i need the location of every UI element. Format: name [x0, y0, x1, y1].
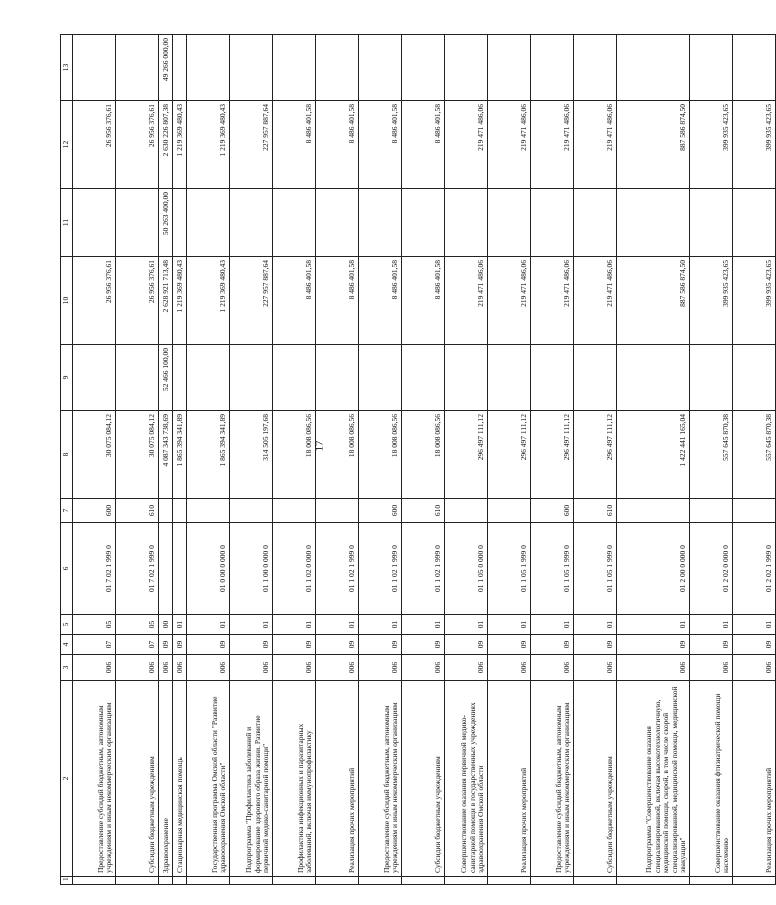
cell-index	[230, 877, 273, 885]
cell-c11	[488, 189, 531, 257]
cell-c8: 18 008 086,56	[402, 411, 445, 499]
cell-c4: 09	[230, 635, 273, 655]
cell-c13	[173, 35, 187, 101]
cell-c9	[116, 345, 159, 411]
cell-c12: 1 219 369 480,43	[187, 101, 230, 189]
cell-c5: 05	[73, 615, 116, 635]
cell-c10: 26 956 376,61	[73, 257, 116, 345]
cell-index	[617, 877, 690, 885]
cell-c6: 01 2 00 0 000 0	[617, 523, 690, 615]
cell-c7	[690, 499, 733, 523]
cell-c9	[574, 345, 617, 411]
cell-c12: 26 956 376,61	[73, 101, 116, 189]
header-cell: 4	[61, 635, 73, 655]
cell-index	[273, 877, 316, 885]
cell-name: Реализация прочих мероприятий	[733, 681, 776, 877]
cell-c4: 07	[73, 635, 116, 655]
cell-name: Совершенствование оказания первичной медико-санитарной помощи в государственных учреждениях здравоохранения Омской области	[445, 681, 488, 877]
cell-c3: 006	[116, 655, 159, 681]
cell-c12: 8 486 401,58	[402, 101, 445, 189]
header-cell: 8	[61, 411, 73, 499]
table-row	[690, 35, 733, 885]
cell-c8: 296 497 111,12	[574, 411, 617, 499]
header-cell: 11	[61, 189, 73, 257]
cell-name: Реализация прочих мероприятий	[488, 681, 531, 877]
cell-c11	[230, 189, 273, 257]
cell-c4: 07	[116, 635, 159, 655]
cell-c3: 006	[73, 655, 116, 681]
cell-c6: 01 0 00 0 000 0	[187, 523, 230, 615]
cell-c12: 219 471 486,06	[445, 101, 488, 189]
cell-c5: 01	[273, 615, 316, 635]
cell-c3: 006	[159, 655, 173, 681]
table-row	[531, 35, 574, 885]
cell-c11	[173, 189, 187, 257]
cell-c7: 600	[531, 499, 574, 523]
cell-c13	[230, 35, 273, 101]
cell-index	[402, 877, 445, 885]
cell-c13	[733, 35, 776, 101]
table-row	[574, 35, 617, 885]
cell-index	[159, 877, 173, 885]
cell-name: Предоставление субсидий бюджетным, автономным учреждениям и иным некоммерческим организациям	[73, 681, 116, 877]
cell-c5: 01	[531, 615, 574, 635]
cell-c11	[690, 189, 733, 257]
cell-c7: 610	[574, 499, 617, 523]
cell-c9	[316, 345, 359, 411]
table-row	[273, 35, 316, 885]
cell-c4: 09	[445, 635, 488, 655]
cell-c8: 1 865 394 341,89	[187, 411, 230, 499]
cell-c11	[273, 189, 316, 257]
cell-index	[316, 877, 359, 885]
cell-c12: 219 471 486,06	[574, 101, 617, 189]
table-row	[159, 35, 173, 885]
cell-index	[116, 877, 159, 885]
cell-c9	[359, 345, 402, 411]
cell-c12: 8 486 401,58	[316, 101, 359, 189]
cell-name: Подпрограмма "Совершенствование оказания специализированной, включая высокотехнологичную, медицинской помощи, скорой, в том числе скорой специализированной, медицинской помощи, медицинской эвакуации"	[617, 681, 690, 877]
table-row	[173, 35, 187, 885]
header-cell: 9	[61, 345, 73, 411]
cell-c12: 399 935 423,65	[690, 101, 733, 189]
cell-c13	[488, 35, 531, 101]
cell-c8: 1 422 441 165,04	[617, 411, 690, 499]
cell-c4: 09	[173, 635, 187, 655]
cell-c9	[531, 345, 574, 411]
cell-c8: 30 075 084,12	[116, 411, 159, 499]
cell-c10: 227 957 887,64	[230, 257, 273, 345]
cell-c11	[574, 189, 617, 257]
cell-c7	[173, 499, 187, 523]
table-row	[402, 35, 445, 885]
cell-c5: 01	[445, 615, 488, 635]
cell-c9	[617, 345, 690, 411]
cell-c7	[230, 499, 273, 523]
cell-c9	[488, 345, 531, 411]
cell-c4: 09	[690, 635, 733, 655]
cell-c13	[116, 35, 159, 101]
cell-name: Стационарная медицинская помощь	[173, 681, 187, 877]
header-cell: 2	[61, 681, 73, 877]
cell-c11	[73, 189, 116, 257]
cell-c9	[402, 345, 445, 411]
cell-c7	[159, 499, 173, 523]
cell-c4: 09	[574, 635, 617, 655]
cell-c7	[445, 499, 488, 523]
cell-c6: 01 1 00 0 000 0	[230, 523, 273, 615]
cell-c3: 006	[187, 655, 230, 681]
cell-c6: 01 1 05 0 000 0	[445, 523, 488, 615]
cell-c10: 8 486 401,58	[316, 257, 359, 345]
cell-index	[73, 877, 116, 885]
cell-c7: 610	[116, 499, 159, 523]
cell-name: Профилактика инфекционных и паразитарных заболеваний, включая иммунопрофилактику	[273, 681, 316, 877]
cell-c4: 09	[488, 635, 531, 655]
cell-c5: 00	[159, 615, 173, 635]
cell-c3: 006	[359, 655, 402, 681]
cell-c10: 2 628 921 713,48	[159, 257, 173, 345]
cell-c10: 1 219 369 480,43	[187, 257, 230, 345]
cell-c12: 2 630 226 807,38	[159, 101, 173, 189]
cell-c10: 219 471 486,06	[445, 257, 488, 345]
header-cell: 6	[61, 523, 73, 615]
cell-c9	[273, 345, 316, 411]
header-cell: 3	[61, 655, 73, 681]
cell-c4: 09	[187, 635, 230, 655]
table-row	[73, 35, 116, 885]
cell-c7: 600	[359, 499, 402, 523]
cell-c11	[359, 189, 402, 257]
cell-c9: 52 466 100,00	[159, 345, 173, 411]
cell-name: Предоставление субсидий бюджетным, автономным учреждениям и иным некоммерческим организациям	[359, 681, 402, 877]
cell-c6: 01 2 02 0 000 0	[690, 523, 733, 615]
cell-name: Субсидии бюджетным учреждениям	[116, 681, 159, 877]
table-row	[230, 35, 273, 885]
cell-c7	[617, 499, 690, 523]
cell-c6	[159, 523, 173, 615]
cell-c5: 01	[402, 615, 445, 635]
table-row	[187, 35, 230, 885]
cell-c11	[402, 189, 445, 257]
cell-c4: 09	[159, 635, 173, 655]
cell-index	[359, 877, 402, 885]
cell-name: Государственная программа Омской области "Развитие здравоохранения Омской области"	[187, 681, 230, 877]
cell-c10: 399 935 423,65	[690, 257, 733, 345]
cell-c3: 006	[690, 655, 733, 681]
cell-c5: 01	[574, 615, 617, 635]
cell-c5: 01	[617, 615, 690, 635]
cell-c11	[617, 189, 690, 257]
cell-c5: 01	[733, 615, 776, 635]
header-cell: 5	[61, 615, 73, 635]
cell-c12: 8 486 401,58	[359, 101, 402, 189]
cell-c5: 01	[173, 615, 187, 635]
cell-c10: 399 935 423,65	[733, 257, 776, 345]
budget-table-rotated	[60, 35, 774, 885]
cell-c4: 09	[617, 635, 690, 655]
table-body	[61, 35, 776, 885]
cell-name: Субсидии бюджетным учреждениям	[402, 681, 445, 877]
cell-c7	[187, 499, 230, 523]
cell-c4: 09	[733, 635, 776, 655]
cell-index	[187, 877, 230, 885]
cell-c4: 09	[402, 635, 445, 655]
cell-c6: 01 1 02 1 999 0	[359, 523, 402, 615]
cell-name: Совершенствование оказания фтизиатрической помощи населению	[690, 681, 733, 877]
cell-c3: 006	[273, 655, 316, 681]
cell-c10: 887 586 874,50	[617, 257, 690, 345]
header-cell: 1	[61, 877, 73, 885]
cell-c3: 006	[617, 655, 690, 681]
table-row	[733, 35, 776, 885]
cell-c13	[531, 35, 574, 101]
header-cell: 12	[61, 101, 73, 189]
cell-c5: 01	[230, 615, 273, 635]
cell-c6: 01 7 02 1 999 0	[73, 523, 116, 615]
cell-c6: 01 1 02 1 999 0	[316, 523, 359, 615]
page-number: 17	[313, 440, 326, 452]
header-cell: 7	[61, 499, 73, 523]
cell-index	[488, 877, 531, 885]
cell-c6: 01 7 02 1 999 0	[116, 523, 159, 615]
cell-c12: 227 957 887,64	[230, 101, 273, 189]
cell-c12: 399 935 423,65	[733, 101, 776, 189]
cell-c13	[359, 35, 402, 101]
cell-c3: 006	[733, 655, 776, 681]
cell-c8: 296 497 111,12	[445, 411, 488, 499]
cell-c5: 01	[316, 615, 359, 635]
cell-c10: 1 219 369 480,43	[173, 257, 187, 345]
table-row	[316, 35, 359, 885]
cell-c12: 219 471 486,06	[488, 101, 531, 189]
cell-c11	[531, 189, 574, 257]
cell-c9	[733, 345, 776, 411]
cell-c3: 006	[230, 655, 273, 681]
cell-c3: 006	[173, 655, 187, 681]
cell-c7	[733, 499, 776, 523]
cell-c4: 09	[273, 635, 316, 655]
cell-c12: 219 471 486,06	[531, 101, 574, 189]
cell-c10: 8 486 401,58	[359, 257, 402, 345]
cell-index	[733, 877, 776, 885]
table-row	[488, 35, 531, 885]
cell-c10: 8 486 401,58	[273, 257, 316, 345]
cell-c5: 01	[187, 615, 230, 635]
cell-c13	[690, 35, 733, 101]
cell-c3: 006	[574, 655, 617, 681]
cell-c12: 1 219 369 480,43	[173, 101, 187, 189]
cell-c5: 01	[690, 615, 733, 635]
cell-name: Субсидии бюджетным учреждениям	[574, 681, 617, 877]
cell-c7: 610	[402, 499, 445, 523]
cell-c4: 09	[359, 635, 402, 655]
cell-c12: 8 486 401,58	[273, 101, 316, 189]
table-row	[617, 35, 690, 885]
cell-c13	[187, 35, 230, 101]
cell-c3: 006	[316, 655, 359, 681]
cell-c13	[617, 35, 690, 101]
cell-c11	[187, 189, 230, 257]
table-row	[445, 35, 488, 885]
cell-c5: 01	[488, 615, 531, 635]
cell-c13	[445, 35, 488, 101]
cell-c3: 006	[531, 655, 574, 681]
cell-c3: 006	[402, 655, 445, 681]
cell-c8: 30 075 084,12	[73, 411, 116, 499]
cell-c13: 49 266 000,00	[159, 35, 173, 101]
cell-c4: 09	[316, 635, 359, 655]
cell-c8: 18 008 086,56	[273, 411, 316, 499]
cell-c11: 50 263 400,00	[159, 189, 173, 257]
cell-c3: 006	[488, 655, 531, 681]
cell-c9	[187, 345, 230, 411]
cell-c9	[173, 345, 187, 411]
cell-c7: 600	[73, 499, 116, 523]
cell-c8: 296 497 111,12	[488, 411, 531, 499]
cell-c12: 887 586 874,50	[617, 101, 690, 189]
header-cell: 13	[61, 35, 73, 101]
cell-c6: 01 2 02 1 999 0	[733, 523, 776, 615]
cell-c10: 219 471 486,06	[488, 257, 531, 345]
cell-c11	[733, 189, 776, 257]
cell-c12: 26 956 376,61	[116, 101, 159, 189]
cell-c6: 01 1 02 1 999 0	[402, 523, 445, 615]
cell-c8: 18 008 086,56	[359, 411, 402, 499]
cell-c13	[574, 35, 617, 101]
cell-c10: 8 486 401,58	[402, 257, 445, 345]
cell-c10: 219 471 486,06	[531, 257, 574, 345]
cell-c11	[116, 189, 159, 257]
cell-c5: 05	[116, 615, 159, 635]
cell-c3: 006	[445, 655, 488, 681]
cell-c6	[173, 523, 187, 615]
header-cell: 10	[61, 257, 73, 345]
cell-name: Реализация прочих мероприятий	[316, 681, 359, 877]
cell-c10: 219 471 486,06	[574, 257, 617, 345]
cell-c8: 296 497 111,12	[531, 411, 574, 499]
cell-index	[445, 877, 488, 885]
cell-c9	[73, 345, 116, 411]
cell-c8: 1 865 394 341,89	[173, 411, 187, 499]
budget-table	[60, 34, 776, 885]
cell-c6: 01 1 02 0 000 0	[273, 523, 316, 615]
cell-c9	[445, 345, 488, 411]
cell-index	[531, 877, 574, 885]
cell-c8: 557 645 870,38	[690, 411, 733, 499]
table-row	[359, 35, 402, 885]
cell-c13	[402, 35, 445, 101]
cell-c6: 01 1 05 1 999 0	[531, 523, 574, 615]
cell-c13	[73, 35, 116, 101]
cell-c13	[316, 35, 359, 101]
cell-c11	[316, 189, 359, 257]
cell-c7	[316, 499, 359, 523]
cell-c7	[488, 499, 531, 523]
cell-name: Здравоохранение	[159, 681, 173, 877]
cell-c13	[273, 35, 316, 101]
cell-index	[173, 877, 187, 885]
cell-c4: 09	[531, 635, 574, 655]
cell-c5: 01	[359, 615, 402, 635]
cell-c8: 314 505 197,68	[230, 411, 273, 499]
cell-c8: 557 645 870,38	[733, 411, 776, 499]
cell-c8: 4 087 343 738,69	[159, 411, 173, 499]
table-row	[116, 35, 159, 885]
cell-index	[574, 877, 617, 885]
cell-c10: 26 956 376,61	[116, 257, 159, 345]
cell-name: Предоставление субсидий бюджетным, автономным учреждениям и иным некоммерческим организациям	[531, 681, 574, 877]
cell-c9	[690, 345, 733, 411]
cell-index	[690, 877, 733, 885]
cell-c6: 01 1 05 1 999 0	[574, 523, 617, 615]
cell-c8: 18 008 086,56	[316, 411, 359, 499]
cell-c6: 01 1 05 1 999 0	[488, 523, 531, 615]
cell-c11	[445, 189, 488, 257]
cell-c9	[230, 345, 273, 411]
header-row	[61, 35, 73, 885]
cell-c7	[273, 499, 316, 523]
cell-name: Подпрограмма "Профилактика заболеваний и формирование здорового образа жизни. Развитие первичной медико-санитарной помощи"	[230, 681, 273, 877]
